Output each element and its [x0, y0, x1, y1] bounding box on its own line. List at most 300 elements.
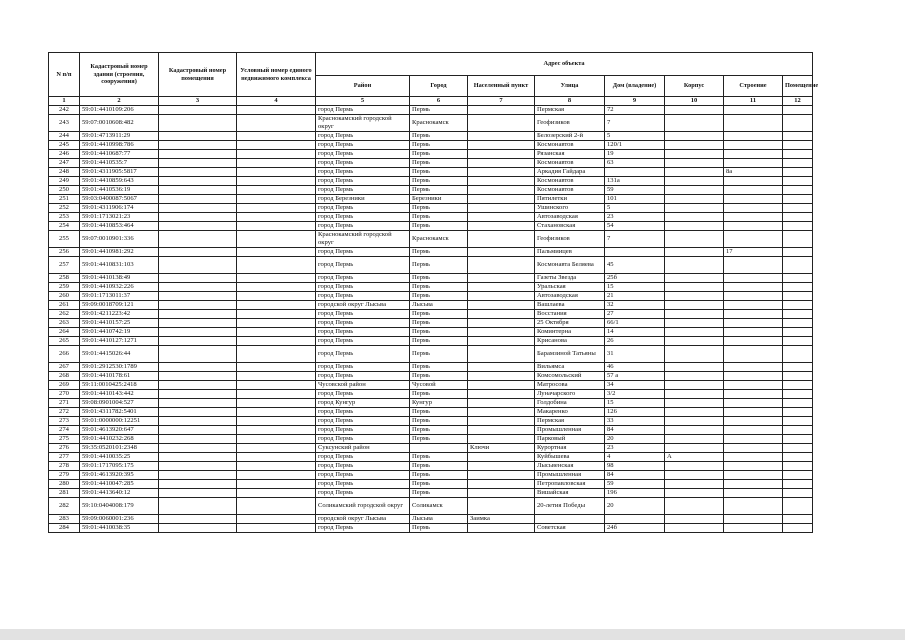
- cell-row-number: 254: [49, 221, 80, 230]
- cell-district: город Пермь: [316, 461, 410, 470]
- cell-settlement: [468, 523, 535, 532]
- cell-cond-number: [237, 105, 316, 114]
- cell-building: [724, 158, 783, 167]
- cell-korpus: А: [665, 452, 724, 461]
- cell-district: город Пермь: [316, 131, 410, 140]
- cell-street: Коминтерна: [535, 327, 605, 336]
- cell-cad-room: [159, 212, 237, 221]
- cell-cad-room: [159, 230, 237, 247]
- cell-building: [724, 434, 783, 443]
- cell-korpus: [665, 194, 724, 203]
- cell-building: [724, 380, 783, 389]
- column-number: 5: [316, 97, 410, 106]
- property-table: [48, 52, 819, 533]
- cell-building: [724, 336, 783, 345]
- cell-city: Пермь: [410, 273, 468, 282]
- cell-cond-number: [237, 300, 316, 309]
- cell-row-number: 247: [49, 158, 80, 167]
- cell-settlement: [468, 327, 535, 336]
- cell-street: Вишайская: [535, 488, 605, 497]
- cell-korpus: [665, 479, 724, 488]
- table-row: [49, 282, 813, 291]
- cell-korpus: [665, 273, 724, 282]
- cell-house: 46: [605, 362, 665, 371]
- cell-street: Космонавтов: [535, 185, 605, 194]
- cell-street: [535, 514, 605, 523]
- cell-cad-building: 59:01:4410998:786: [80, 140, 159, 149]
- cell-cond-number: [237, 380, 316, 389]
- cell-street: Автозаводская: [535, 291, 605, 300]
- cell-city: Пермь: [410, 452, 468, 461]
- cell-building: [724, 416, 783, 425]
- cell-row-number: 267: [49, 362, 80, 371]
- cell-room: [783, 203, 813, 212]
- cell-cad-building: 59:01:4410178:61: [80, 371, 159, 380]
- cell-city: Чусовой: [410, 380, 468, 389]
- cell-room: [783, 407, 813, 416]
- cell-settlement: [468, 105, 535, 114]
- column-number: 4: [237, 97, 316, 106]
- cell-cond-number: [237, 185, 316, 194]
- cell-cad-room: [159, 149, 237, 158]
- cell-street: Газеты Звезда: [535, 273, 605, 282]
- cell-row-number: 272: [49, 407, 80, 416]
- cell-cad-building: 59:11:0010425:2418: [80, 380, 159, 389]
- table-row: [49, 461, 813, 470]
- cell-room: [783, 452, 813, 461]
- table-row: [49, 380, 813, 389]
- table-body: [49, 105, 813, 532]
- cell-cad-building: 59:01:0000000:12251: [80, 416, 159, 425]
- cell-room: [783, 149, 813, 158]
- cell-room: [783, 470, 813, 479]
- cell-city: Пермь: [410, 212, 468, 221]
- cell-house: 5: [605, 131, 665, 140]
- cell-room: [783, 479, 813, 488]
- table-row: [49, 273, 813, 282]
- table-row: [49, 176, 813, 185]
- cell-city: Пермь: [410, 247, 468, 256]
- cell-cond-number: [237, 282, 316, 291]
- cell-korpus: [665, 212, 724, 221]
- cell-street: Космонавтов: [535, 158, 605, 167]
- cell-korpus: [665, 434, 724, 443]
- cell-district: город Пермь: [316, 282, 410, 291]
- scan-edge: [0, 629, 905, 640]
- cell-house: 20: [605, 434, 665, 443]
- cell-cond-number: [237, 176, 316, 185]
- cell-row-number: 252: [49, 203, 80, 212]
- cell-street: Вильямса: [535, 362, 605, 371]
- cell-city: Пермь: [410, 371, 468, 380]
- cell-house: 63: [605, 158, 665, 167]
- cell-settlement: [468, 140, 535, 149]
- table-row: [49, 300, 813, 309]
- cell-cond-number: [237, 434, 316, 443]
- table-row: [49, 114, 813, 131]
- cell-street: Космонавтов: [535, 140, 605, 149]
- header-room: Помещение: [783, 76, 813, 97]
- cell-room: [783, 105, 813, 114]
- cell-district: город Пермь: [316, 167, 410, 176]
- cell-district: город Пермь: [316, 479, 410, 488]
- cell-street: Пальмиицев: [535, 247, 605, 256]
- cell-cad-room: [159, 523, 237, 532]
- table-row: [49, 398, 813, 407]
- cell-cad-building: 59:01:4613920:395: [80, 470, 159, 479]
- cell-cad-room: [159, 273, 237, 282]
- cell-city: Пермь: [410, 318, 468, 327]
- cell-city: Соликамск: [410, 497, 468, 514]
- cell-city: Пермь: [410, 131, 468, 140]
- cell-cad-building: 59:01:4311782:5401: [80, 407, 159, 416]
- cell-street: Промышленная: [535, 470, 605, 479]
- cell-korpus: [665, 514, 724, 523]
- cell-settlement: [468, 470, 535, 479]
- cell-cad-room: [159, 309, 237, 318]
- cell-cad-building: 59:01:4410035:25: [80, 452, 159, 461]
- cell-district: Суксунский район: [316, 443, 410, 452]
- cell-cond-number: [237, 114, 316, 131]
- cell-room: [783, 362, 813, 371]
- cell-korpus: [665, 140, 724, 149]
- table-row: [49, 443, 813, 452]
- cell-settlement: [468, 371, 535, 380]
- column-number: 8: [535, 97, 605, 106]
- cell-cad-building: 59:01:4410047:285: [80, 479, 159, 488]
- cell-cad-building: 59:01:4415026:44: [80, 345, 159, 362]
- cell-cad-room: [159, 300, 237, 309]
- cell-cad-room: [159, 194, 237, 203]
- cell-cad-building: 59:01:4713911:29: [80, 131, 159, 140]
- cell-building: [724, 443, 783, 452]
- cell-room: [783, 461, 813, 470]
- cell-settlement: [468, 176, 535, 185]
- cell-cad-room: [159, 167, 237, 176]
- cell-cad-room: [159, 336, 237, 345]
- cell-city: Пермь: [410, 105, 468, 114]
- cell-district: Краснокамский городской округ: [316, 230, 410, 247]
- cell-street: Пермская: [535, 416, 605, 425]
- cell-room: [783, 443, 813, 452]
- cell-cond-number: [237, 327, 316, 336]
- cell-room: [783, 291, 813, 300]
- cell-city: Пермь: [410, 203, 468, 212]
- cell-cond-number: [237, 273, 316, 282]
- cell-cond-number: [237, 291, 316, 300]
- cell-settlement: [468, 389, 535, 398]
- cell-house: 196: [605, 488, 665, 497]
- table-row: [49, 105, 813, 114]
- cell-cond-number: [237, 497, 316, 514]
- cell-district: город Пермь: [316, 247, 410, 256]
- cell-street: Рязанская: [535, 149, 605, 158]
- cell-room: [783, 523, 813, 532]
- cell-korpus: [665, 345, 724, 362]
- cell-korpus: [665, 256, 724, 273]
- cell-house: 31: [605, 345, 665, 362]
- cell-city: Краснокамск: [410, 230, 468, 247]
- table-row: [49, 212, 813, 221]
- cell-city: Пермь: [410, 434, 468, 443]
- cell-house: 4: [605, 452, 665, 461]
- cell-cad-room: [159, 407, 237, 416]
- cell-cad-room: [159, 362, 237, 371]
- cell-cad-room: [159, 479, 237, 488]
- cell-cad-building: 59:08:0901004:527: [80, 398, 159, 407]
- cell-house: 120/1: [605, 140, 665, 149]
- cell-settlement: [468, 425, 535, 434]
- cell-house: 20: [605, 497, 665, 514]
- cell-city: Березники: [410, 194, 468, 203]
- cell-house: 26: [605, 336, 665, 345]
- cell-korpus: [665, 461, 724, 470]
- cell-cad-building: 59:01:4410932:226: [80, 282, 159, 291]
- cell-building: [724, 194, 783, 203]
- cell-house: 98: [605, 461, 665, 470]
- cell-room: [783, 230, 813, 247]
- cell-row-number: 248: [49, 167, 80, 176]
- cell-city: Пермь: [410, 407, 468, 416]
- cell-cad-room: [159, 371, 237, 380]
- cell-cad-building: 59:01:4410742:19: [80, 327, 159, 336]
- cell-cond-number: [237, 309, 316, 318]
- table-row: [49, 203, 813, 212]
- cell-cad-building: 59:07:0010608:482: [80, 114, 159, 131]
- table-row: [49, 256, 813, 273]
- cell-room: [783, 273, 813, 282]
- cell-settlement: [468, 212, 535, 221]
- cell-cad-building: 59:01:4410831:103: [80, 256, 159, 273]
- cell-row-number: 249: [49, 176, 80, 185]
- cell-row-number: 245: [49, 140, 80, 149]
- cell-cad-room: [159, 318, 237, 327]
- cell-korpus: [665, 291, 724, 300]
- cell-city: Пермь: [410, 327, 468, 336]
- cell-house: 5: [605, 203, 665, 212]
- cell-settlement: [468, 221, 535, 230]
- cell-building: [724, 300, 783, 309]
- cell-cond-number: [237, 514, 316, 523]
- cell-building: [724, 273, 783, 282]
- column-number: 9: [605, 97, 665, 106]
- cell-cad-building: 59:01:4211223:42: [80, 309, 159, 318]
- cell-cond-number: [237, 452, 316, 461]
- cell-district: город Пермь: [316, 309, 410, 318]
- header-city: Город: [410, 76, 468, 97]
- cell-street: Восстания: [535, 309, 605, 318]
- cell-cad-room: [159, 514, 237, 523]
- cell-house: 24б: [605, 523, 665, 532]
- header-cond-number: Условный номер единого недвижимого комплекса: [237, 53, 316, 97]
- cell-cad-room: [159, 185, 237, 194]
- cell-building: [724, 176, 783, 185]
- cell-district: город Пермь: [316, 470, 410, 479]
- cell-house: 21: [605, 291, 665, 300]
- cell-cad-room: [159, 425, 237, 434]
- cell-settlement: [468, 230, 535, 247]
- cell-building: [724, 256, 783, 273]
- table-row: [49, 221, 813, 230]
- cell-street: Пятилетки: [535, 194, 605, 203]
- cell-district: город Пермь: [316, 273, 410, 282]
- cell-room: [783, 185, 813, 194]
- cell-cond-number: [237, 479, 316, 488]
- cell-house: 33: [605, 416, 665, 425]
- cell-cad-room: [159, 247, 237, 256]
- cell-cond-number: [237, 416, 316, 425]
- cell-house: 15: [605, 282, 665, 291]
- cell-korpus: [665, 407, 724, 416]
- cell-cond-number: [237, 167, 316, 176]
- cell-district: город Кунгур: [316, 398, 410, 407]
- cell-street: Космонавта Беляева: [535, 256, 605, 273]
- cell-street: Луначарского: [535, 389, 605, 398]
- cell-korpus: [665, 470, 724, 479]
- cell-building: [724, 389, 783, 398]
- cell-cad-building: 59:01:4410536:19: [80, 185, 159, 194]
- cell-cad-room: [159, 497, 237, 514]
- cell-cond-number: [237, 523, 316, 532]
- cell-city: Пермь: [410, 488, 468, 497]
- cell-cad-room: [159, 176, 237, 185]
- cell-korpus: [665, 398, 724, 407]
- cell-cad-room: [159, 389, 237, 398]
- cell-house: 131а: [605, 176, 665, 185]
- cell-row-number: 276: [49, 443, 80, 452]
- cell-city: Пермь: [410, 256, 468, 273]
- cell-cond-number: [237, 407, 316, 416]
- cell-district: город Пермь: [316, 158, 410, 167]
- cell-district: город Пермь: [316, 212, 410, 221]
- cell-house: 72: [605, 105, 665, 114]
- cell-korpus: [665, 425, 724, 434]
- cell-settlement: [468, 380, 535, 389]
- cell-house: [605, 167, 665, 176]
- header-street: Улица: [535, 76, 605, 97]
- cell-settlement: [468, 167, 535, 176]
- cell-korpus: [665, 327, 724, 336]
- cell-street: Космонавтов: [535, 176, 605, 185]
- cell-cond-number: [237, 488, 316, 497]
- cell-city: [410, 443, 468, 452]
- cell-korpus: [665, 105, 724, 114]
- cell-korpus: [665, 230, 724, 247]
- cell-cad-room: [159, 291, 237, 300]
- cell-room: [783, 488, 813, 497]
- cell-city: Лысьва: [410, 300, 468, 309]
- cell-cad-building: 59:01:1713011:37: [80, 291, 159, 300]
- table-row: [49, 452, 813, 461]
- cell-street: Петропавловская: [535, 479, 605, 488]
- cell-district: город Пермь: [316, 434, 410, 443]
- cell-district: город Пермь: [316, 185, 410, 194]
- cell-house: 14: [605, 327, 665, 336]
- table-row: [49, 336, 813, 345]
- table-row: [49, 167, 813, 176]
- cell-row-number: 269: [49, 380, 80, 389]
- cell-district: городской округ Лысьва: [316, 514, 410, 523]
- table-row: [49, 514, 813, 523]
- cell-settlement: [468, 362, 535, 371]
- cell-cond-number: [237, 461, 316, 470]
- cell-settlement: [468, 452, 535, 461]
- cell-cad-building: 59:07:0010901:336: [80, 230, 159, 247]
- cell-row-number: 260: [49, 291, 80, 300]
- cell-city: Пермь: [410, 309, 468, 318]
- cell-row-number: 281: [49, 488, 80, 497]
- cell-room: [783, 318, 813, 327]
- table-row: [49, 416, 813, 425]
- cell-district: город Пермь: [316, 371, 410, 380]
- cell-city: Лысьва: [410, 514, 468, 523]
- table-row: [49, 523, 813, 532]
- cell-house: 34: [605, 380, 665, 389]
- cell-settlement: [468, 318, 535, 327]
- cell-street: Курортная: [535, 443, 605, 452]
- cell-house: [605, 247, 665, 256]
- cell-korpus: [665, 221, 724, 230]
- cell-cond-number: [237, 140, 316, 149]
- cell-cond-number: [237, 256, 316, 273]
- cell-korpus: [665, 416, 724, 425]
- cell-street: Лысьвенская: [535, 461, 605, 470]
- cell-korpus: [665, 247, 724, 256]
- cell-room: [783, 434, 813, 443]
- cell-korpus: [665, 167, 724, 176]
- cell-settlement: [468, 497, 535, 514]
- cell-house: 23: [605, 212, 665, 221]
- cell-cad-building: 59:01:4311905:5817: [80, 167, 159, 176]
- cell-district: город Пермь: [316, 389, 410, 398]
- cell-cond-number: [237, 212, 316, 221]
- cell-cad-building: 59:01:4410038:35: [80, 523, 159, 532]
- cell-street: Голдобина: [535, 398, 605, 407]
- cell-korpus: [665, 497, 724, 514]
- cell-house: 27: [605, 309, 665, 318]
- cell-street: Крисанова: [535, 336, 605, 345]
- cell-row-number: 277: [49, 452, 80, 461]
- cell-row-number: 261: [49, 300, 80, 309]
- header-building: Строение: [724, 76, 783, 97]
- cell-room: [783, 371, 813, 380]
- cell-cad-room: [159, 203, 237, 212]
- cell-building: [724, 105, 783, 114]
- column-number: 12: [783, 97, 813, 106]
- cell-settlement: [468, 256, 535, 273]
- cell-cad-room: [159, 398, 237, 407]
- cell-district: город Пермь: [316, 523, 410, 532]
- cell-korpus: [665, 131, 724, 140]
- cell-district: город Пермь: [316, 221, 410, 230]
- cell-city: Пермь: [410, 282, 468, 291]
- cell-settlement: [468, 185, 535, 194]
- cell-city: Пермь: [410, 362, 468, 371]
- cell-house: 101: [605, 194, 665, 203]
- cell-city: Пермь: [410, 523, 468, 532]
- cell-house: 54: [605, 221, 665, 230]
- cell-house: 7: [605, 114, 665, 131]
- cell-korpus: [665, 389, 724, 398]
- cell-building: [724, 488, 783, 497]
- cell-cad-room: [159, 282, 237, 291]
- cell-cad-room: [159, 380, 237, 389]
- cell-city: Пермь: [410, 389, 468, 398]
- cell-row-number: 243: [49, 114, 80, 131]
- table-row: [49, 309, 813, 318]
- column-number: 1: [49, 97, 80, 106]
- cell-building: [724, 425, 783, 434]
